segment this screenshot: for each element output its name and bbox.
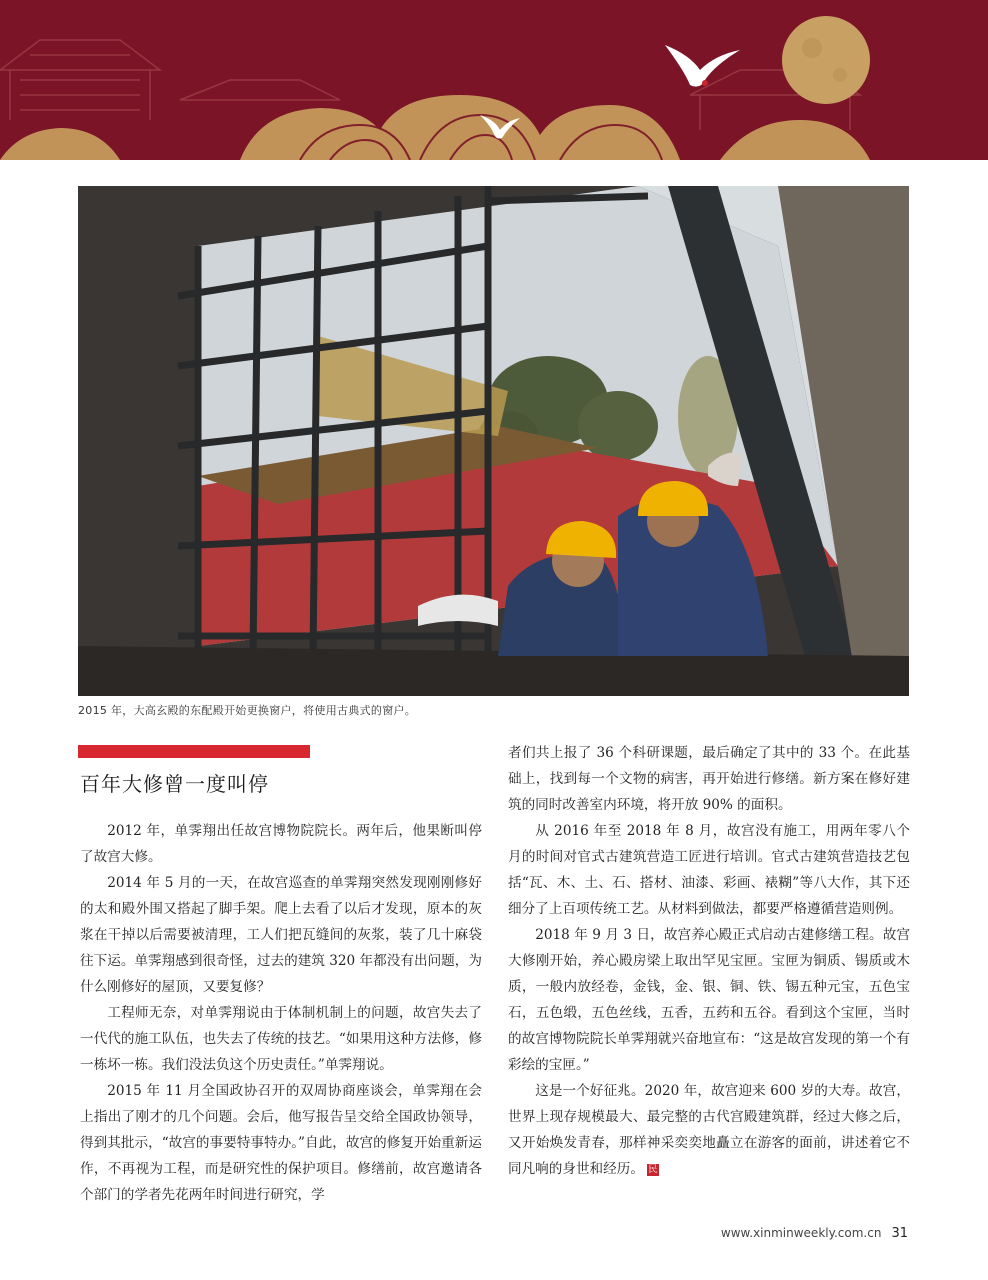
moon-icon bbox=[782, 16, 870, 104]
end-mark-icon: 民 bbox=[648, 1164, 658, 1175]
paragraph: 2014 年 5 月的一天，在故宫巡查的单霁翔突然发现刚刚修好的太和殿外围又搭起了脚手架。爬上去看了以后才发现，原本的灰浆在干掉以后需要被清理，工人们把瓦缝间的灰浆，装了几十麻袋往下运。单霁翔感到很奇怪，过去的建筑 320 年都没有出问题，为什么刚修好的屋顶，又要复修？ bbox=[80, 875, 482, 995]
body-column-right bbox=[508, 740, 910, 1182]
footer-site: www.xinminweekly.com.cn bbox=[720, 1226, 882, 1240]
paragraph: 2012 年，单霁翔出任故宫博物院院长。两年后，他果断叫停了故宫大修。 bbox=[80, 823, 482, 865]
section-heading: 百年大修曾一度叫停 bbox=[80, 772, 269, 796]
photo-caption: 2015 年，大高玄殿的东配殿开始更换窗户，将使用古典式的窗户。 bbox=[78, 704, 417, 717]
paragraph-continued: 者们共上报了 36 个科研课题，最后确定了其中的 33 个。在此基础上，找到每一个文物的病害，再开始进行修缮。新方案在修好建筑的同时改善室内环境，将开放 90% 的面积。 bbox=[508, 745, 910, 813]
section-accent-bar bbox=[78, 745, 310, 758]
paragraph-last bbox=[508, 1078, 910, 1182]
header-banner bbox=[0, 0, 988, 160]
paragraph-last-text: 这是一个好征兆。2020 年，故宫迎来 600 岁的大寿。故宫，世界上现存规模最大、最完整的古代宫殿建筑群，经过大修之后，又开始焕发青春，那样神采奕奕地矗立在游客的面前，讲述着它不同凡响的身世和经历。 bbox=[508, 1083, 910, 1177]
paragraph: 2015 年 11 月全国政协召开的双周协商座谈会，单霁翔在会上指出了刚才的几个问题。会后，他写报告呈交给全国政协领导，得到其批示，“故宫的事要特事特办。”自此，故宫的修复开始重新运作，不再视为工程，而是研究性的保护项目。修缮前，故宫邀请各个部门的学者先花两年时间进行研究，学 bbox=[80, 1083, 482, 1203]
page-footer bbox=[721, 1226, 908, 1241]
page-number: 31 bbox=[891, 1226, 908, 1241]
body-column-left bbox=[80, 818, 482, 1208]
paragraph: 从 2016 年至 2018 年 8 月，故宫没有施工，用两年零八个月的时间对官式古建筑营造工匠进行培训。官式古建筑营造技艺包括“瓦、木、土、石、搭材、油漆、彩画、裱糊”等八大作，其下还细分了上百项传统工艺。从材料到做法，都要严格遵循营造则例。 bbox=[508, 823, 910, 917]
photo-window-repair bbox=[78, 186, 909, 696]
paragraph: 2018 年 9 月 3 日，故宫养心殿正式启动古建修缮工程。故宫大修刚开始，养心殿房梁上取出罕见宝匣。宝匣为铜质、锡质或木质，一般内放经卷，金钱，金、银、铜、铁、锡五种元宝，五色宝石，五色缎，五色丝线，五香，五药和五谷。看到这个宝匣，当时的故宫博物院院长单霁翔就兴奋地宣布：“这是故宫发现的第一个有彩绘的宝匣。” bbox=[508, 927, 910, 1073]
paragraph: 工程师无奈，对单霁翔说由于体制机制上的问题，故宫失去了一代代的施工队伍，也失去了传统的技艺。“如果用这种方法修，修一栋坏一栋。我们没法负这个历史责任。”单霁翔说。 bbox=[80, 1005, 482, 1073]
